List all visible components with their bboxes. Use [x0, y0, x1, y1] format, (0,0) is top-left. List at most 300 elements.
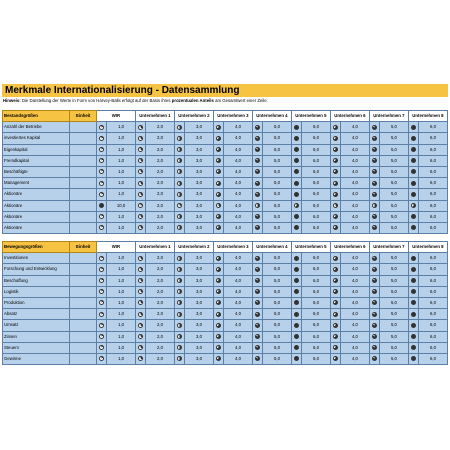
row-label[interactable]: Logistik: [3, 286, 70, 297]
value-cell[interactable]: 10,0: [107, 200, 136, 211]
value-cell[interactable]: 4,0: [224, 264, 253, 275]
value-cell[interactable]: 2,0: [146, 275, 175, 286]
harvey-ball-cell[interactable]: [330, 144, 340, 155]
harvey-ball-cell[interactable]: [135, 275, 145, 286]
harvey-ball-cell[interactable]: [174, 189, 184, 200]
value-cell[interactable]: 4,0: [341, 211, 370, 222]
harvey-ball-cell[interactable]: [96, 331, 106, 342]
harvey-ball-cell[interactable]: [291, 309, 301, 320]
harvey-ball-cell[interactable]: [291, 320, 301, 331]
row-label[interactable]: Steuern: [3, 342, 70, 353]
column-header-company-4[interactable]: Unternehmen 4: [252, 242, 291, 253]
harvey-ball-cell[interactable]: [408, 189, 418, 200]
unit-header[interactable]: Einheit: [70, 242, 97, 253]
value-cell[interactable]: 2,0: [146, 133, 175, 144]
harvey-ball-cell[interactable]: [291, 297, 301, 308]
value-cell[interactable]: 6,0: [302, 211, 331, 222]
harvey-ball-cell[interactable]: [330, 189, 340, 200]
harvey-ball-cell[interactable]: [213, 200, 223, 211]
column-header-company-4[interactable]: Unternehmen 4: [252, 111, 291, 122]
harvey-ball-cell[interactable]: [291, 178, 301, 189]
harvey-ball-cell[interactable]: [252, 155, 262, 166]
harvey-ball-cell[interactable]: [213, 253, 223, 264]
harvey-ball-cell[interactable]: [213, 342, 223, 353]
harvey-ball-cell[interactable]: [330, 166, 340, 177]
value-cell[interactable]: 4,0: [341, 320, 370, 331]
value-cell[interactable]: 5,0: [380, 309, 409, 320]
value-cell[interactable]: 4,0: [224, 155, 253, 166]
value-cell[interactable]: 5,0: [263, 286, 292, 297]
value-cell[interactable]: 2,0: [146, 342, 175, 353]
harvey-ball-cell[interactable]: [252, 286, 262, 297]
value-cell[interactable]: 5,0: [380, 222, 409, 233]
harvey-ball-cell[interactable]: [213, 178, 223, 189]
row-label[interactable]: Produktion: [3, 297, 70, 308]
harvey-ball-cell[interactable]: [213, 155, 223, 166]
value-cell[interactable]: 6,0: [302, 342, 331, 353]
unit-cell[interactable]: [70, 122, 97, 133]
value-cell[interactable]: 5,0: [380, 253, 409, 264]
value-cell[interactable]: 3,0: [185, 320, 214, 331]
value-cell[interactable]: 6,0: [302, 309, 331, 320]
value-cell[interactable]: 6,0: [419, 275, 448, 286]
row-label[interactable]: investiertes Kapital: [3, 133, 70, 144]
harvey-ball-cell[interactable]: [369, 144, 379, 155]
value-cell[interactable]: 3,0: [185, 155, 214, 166]
harvey-ball-cell[interactable]: [174, 353, 184, 364]
value-cell[interactable]: 5,0: [380, 122, 409, 133]
value-cell[interactable]: 4,0: [341, 122, 370, 133]
harvey-ball-cell[interactable]: [408, 122, 418, 133]
column-header-company-6[interactable]: Unternehmen 6: [330, 242, 369, 253]
value-cell[interactable]: 5,0: [263, 353, 292, 364]
row-label[interactable]: Anzahl der Betriebe: [3, 122, 70, 133]
harvey-ball-cell[interactable]: [369, 211, 379, 222]
harvey-ball-cell[interactable]: [135, 155, 145, 166]
value-cell[interactable]: 3,0: [185, 309, 214, 320]
harvey-ball-cell[interactable]: [174, 178, 184, 189]
harvey-ball-cell[interactable]: [369, 264, 379, 275]
value-cell[interactable]: 4,0: [341, 155, 370, 166]
harvey-ball-cell[interactable]: [330, 286, 340, 297]
value-cell[interactable]: 6,0: [302, 275, 331, 286]
column-header-company-5[interactable]: Unternehmen 5: [291, 242, 330, 253]
value-cell[interactable]: 6,0: [419, 320, 448, 331]
column-header-company-8[interactable]: Unternehmen 8: [408, 111, 447, 122]
value-cell[interactable]: 6,0: [302, 155, 331, 166]
value-cell[interactable]: 4,0: [224, 320, 253, 331]
harvey-ball-cell[interactable]: [369, 309, 379, 320]
harvey-ball-cell[interactable]: [174, 155, 184, 166]
value-cell[interactable]: 1,0: [107, 253, 136, 264]
value-cell[interactable]: 3,0: [185, 178, 214, 189]
value-cell[interactable]: 5,0: [380, 353, 409, 364]
value-cell[interactable]: 6,0: [419, 297, 448, 308]
unit-cell[interactable]: [70, 166, 97, 177]
value-cell[interactable]: 4,0: [341, 253, 370, 264]
value-cell[interactable]: 1,0: [107, 286, 136, 297]
harvey-ball-cell[interactable]: [96, 297, 106, 308]
harvey-ball-cell[interactable]: [213, 353, 223, 364]
value-cell[interactable]: 4,0: [224, 122, 253, 133]
column-header-company-1[interactable]: Unternehmen 1: [135, 242, 174, 253]
value-cell[interactable]: 2,0: [146, 166, 175, 177]
harvey-ball-cell[interactable]: [369, 166, 379, 177]
value-cell[interactable]: 5,0: [263, 222, 292, 233]
value-cell[interactable]: 5,0: [380, 155, 409, 166]
value-cell[interactable]: 1,0: [107, 178, 136, 189]
harvey-ball-cell[interactable]: [135, 353, 145, 364]
harvey-ball-cell[interactable]: [135, 178, 145, 189]
harvey-ball-cell[interactable]: [408, 264, 418, 275]
harvey-ball-cell[interactable]: [252, 222, 262, 233]
harvey-ball-cell[interactable]: [174, 264, 184, 275]
value-cell[interactable]: 5,0: [263, 297, 292, 308]
value-cell[interactable]: 5,0: [263, 264, 292, 275]
row-label[interactable]: Fremdkapital: [3, 155, 70, 166]
harvey-ball-cell[interactable]: [252, 331, 262, 342]
harvey-ball-cell[interactable]: [213, 275, 223, 286]
value-cell[interactable]: 6,0: [302, 178, 331, 189]
harvey-ball-cell[interactable]: [96, 144, 106, 155]
harvey-ball-cell[interactable]: [252, 297, 262, 308]
value-cell[interactable]: 6,0: [419, 155, 448, 166]
value-cell[interactable]: 1,0: [107, 275, 136, 286]
value-cell[interactable]: 5,0: [263, 189, 292, 200]
value-cell[interactable]: 6,0: [302, 122, 331, 133]
value-cell[interactable]: 2,0: [146, 144, 175, 155]
value-cell[interactable]: 6,0: [419, 122, 448, 133]
harvey-ball-cell[interactable]: [135, 342, 145, 353]
harvey-ball-cell[interactable]: [408, 342, 418, 353]
value-cell[interactable]: 6,0: [419, 342, 448, 353]
value-cell[interactable]: 3,0: [185, 286, 214, 297]
unit-cell[interactable]: [70, 264, 97, 275]
column-header-company-8[interactable]: Unternehmen 8: [408, 242, 447, 253]
value-cell[interactable]: 6,0: [419, 178, 448, 189]
harvey-ball-cell[interactable]: [291, 166, 301, 177]
value-cell[interactable]: 5,0: [263, 200, 292, 211]
value-cell[interactable]: 1,0: [107, 155, 136, 166]
harvey-ball-cell[interactable]: [213, 133, 223, 144]
harvey-ball-cell[interactable]: [408, 200, 418, 211]
value-cell[interactable]: 1,0: [107, 133, 136, 144]
value-cell[interactable]: 5,0: [263, 253, 292, 264]
value-cell[interactable]: 5,0: [263, 211, 292, 222]
row-label[interactable]: Absatz: [3, 309, 70, 320]
value-cell[interactable]: 1,0: [107, 320, 136, 331]
harvey-ball-cell[interactable]: [291, 133, 301, 144]
harvey-ball-cell[interactable]: [213, 222, 223, 233]
harvey-ball-cell[interactable]: [291, 211, 301, 222]
harvey-ball-cell[interactable]: [174, 320, 184, 331]
harvey-ball-cell[interactable]: [96, 211, 106, 222]
value-cell[interactable]: 2,0: [146, 309, 175, 320]
harvey-ball-cell[interactable]: [174, 144, 184, 155]
harvey-ball-cell[interactable]: [252, 200, 262, 211]
value-cell[interactable]: 5,0: [263, 342, 292, 353]
harvey-ball-cell[interactable]: [174, 166, 184, 177]
value-cell[interactable]: 4,0: [224, 309, 253, 320]
harvey-ball-cell[interactable]: [135, 253, 145, 264]
column-header-company-3[interactable]: Unternehmen 3: [213, 242, 252, 253]
value-cell[interactable]: 5,0: [263, 144, 292, 155]
harvey-ball-cell[interactable]: [330, 331, 340, 342]
harvey-ball-cell[interactable]: [96, 155, 106, 166]
value-cell[interactable]: 4,0: [341, 222, 370, 233]
harvey-ball-cell[interactable]: [369, 222, 379, 233]
row-label[interactable]: Beschäftigte: [3, 166, 70, 177]
value-cell[interactable]: 3,0: [185, 297, 214, 308]
harvey-ball-cell[interactable]: [330, 320, 340, 331]
row-label[interactable]: Zinsen: [3, 331, 70, 342]
harvey-ball-cell[interactable]: [213, 320, 223, 331]
harvey-ball-cell[interactable]: [213, 331, 223, 342]
harvey-ball-cell[interactable]: [252, 122, 262, 133]
value-cell[interactable]: 3,0: [185, 211, 214, 222]
unit-cell[interactable]: [70, 189, 97, 200]
value-cell[interactable]: 6,0: [419, 253, 448, 264]
value-cell[interactable]: 1,0: [107, 342, 136, 353]
unit-cell[interactable]: [70, 155, 97, 166]
harvey-ball-cell[interactable]: [408, 178, 418, 189]
harvey-ball-cell[interactable]: [135, 222, 145, 233]
harvey-ball-cell[interactable]: [135, 144, 145, 155]
value-cell[interactable]: 4,0: [224, 189, 253, 200]
harvey-ball-cell[interactable]: [330, 253, 340, 264]
value-cell[interactable]: 5,0: [380, 166, 409, 177]
value-cell[interactable]: 6,0: [302, 144, 331, 155]
unit-cell[interactable]: [70, 253, 97, 264]
value-cell[interactable]: 5,0: [380, 144, 409, 155]
value-cell[interactable]: 6,0: [419, 166, 448, 177]
harvey-ball-cell[interactable]: [252, 264, 262, 275]
value-cell[interactable]: 4,0: [341, 286, 370, 297]
value-cell[interactable]: 5,0: [380, 331, 409, 342]
harvey-ball-cell[interactable]: [408, 353, 418, 364]
row-label[interactable]: Aktionäre: [3, 200, 70, 211]
section-header[interactable]: Bestandsgrößen: [3, 111, 70, 122]
harvey-ball-cell[interactable]: [213, 189, 223, 200]
value-cell[interactable]: 5,0: [380, 200, 409, 211]
harvey-ball-cell[interactable]: [213, 166, 223, 177]
row-label[interactable]: Aktionäre: [3, 189, 70, 200]
harvey-ball-cell[interactable]: [369, 320, 379, 331]
harvey-ball-cell[interactable]: [330, 342, 340, 353]
harvey-ball-cell[interactable]: [135, 331, 145, 342]
value-cell[interactable]: 4,0: [224, 222, 253, 233]
column-header-company-1[interactable]: Unternehmen 1: [135, 111, 174, 122]
value-cell[interactable]: 2,0: [146, 222, 175, 233]
harvey-ball-cell[interactable]: [174, 211, 184, 222]
value-cell[interactable]: 3,0: [185, 264, 214, 275]
harvey-ball-cell[interactable]: [408, 320, 418, 331]
harvey-ball-cell[interactable]: [291, 122, 301, 133]
value-cell[interactable]: 5,0: [380, 275, 409, 286]
harvey-ball-cell[interactable]: [291, 286, 301, 297]
value-cell[interactable]: 2,0: [146, 353, 175, 364]
value-cell[interactable]: 6,0: [419, 286, 448, 297]
value-cell[interactable]: 4,0: [341, 342, 370, 353]
harvey-ball-cell[interactable]: [330, 222, 340, 233]
column-header-company-2[interactable]: Unternehmen 2: [174, 111, 213, 122]
unit-cell[interactable]: [70, 222, 97, 233]
value-cell[interactable]: 5,0: [380, 286, 409, 297]
value-cell[interactable]: 6,0: [419, 200, 448, 211]
harvey-ball-cell[interactable]: [174, 133, 184, 144]
harvey-ball-cell[interactable]: [96, 189, 106, 200]
harvey-ball-cell[interactable]: [252, 309, 262, 320]
harvey-ball-cell[interactable]: [369, 275, 379, 286]
harvey-ball-cell[interactable]: [252, 353, 262, 364]
unit-cell[interactable]: [70, 286, 97, 297]
harvey-ball-cell[interactable]: [330, 133, 340, 144]
unit-header[interactable]: Einheit: [70, 111, 97, 122]
harvey-ball-cell[interactable]: [252, 253, 262, 264]
column-header-company-2[interactable]: Unternehmen 2: [174, 242, 213, 253]
harvey-ball-cell[interactable]: [135, 189, 145, 200]
value-cell[interactable]: 4,0: [341, 144, 370, 155]
harvey-ball-cell[interactable]: [213, 286, 223, 297]
value-cell[interactable]: 1,0: [107, 331, 136, 342]
harvey-ball-cell[interactable]: [174, 222, 184, 233]
value-cell[interactable]: 4,0: [224, 342, 253, 353]
value-cell[interactable]: 2,0: [146, 155, 175, 166]
value-cell[interactable]: 4,0: [341, 331, 370, 342]
harvey-ball-cell[interactable]: [330, 297, 340, 308]
unit-cell[interactable]: [70, 211, 97, 222]
harvey-ball-cell[interactable]: [174, 200, 184, 211]
harvey-ball-cell[interactable]: [252, 166, 262, 177]
value-cell[interactable]: 1,0: [107, 297, 136, 308]
value-cell[interactable]: 2,0: [146, 320, 175, 331]
harvey-ball-cell[interactable]: [213, 122, 223, 133]
value-cell[interactable]: 1,0: [107, 122, 136, 133]
unit-cell[interactable]: [70, 144, 97, 155]
unit-cell[interactable]: [70, 200, 97, 211]
value-cell[interactable]: 3,0: [185, 133, 214, 144]
harvey-ball-cell[interactable]: [408, 331, 418, 342]
value-cell[interactable]: 4,0: [224, 200, 253, 211]
harvey-ball-cell[interactable]: [96, 264, 106, 275]
row-label[interactable]: Umsatz: [3, 320, 70, 331]
harvey-ball-cell[interactable]: [330, 178, 340, 189]
value-cell[interactable]: 2,0: [146, 253, 175, 264]
harvey-ball-cell[interactable]: [174, 297, 184, 308]
value-cell[interactable]: 6,0: [419, 331, 448, 342]
value-cell[interactable]: 5,0: [263, 309, 292, 320]
harvey-ball-cell[interactable]: [96, 133, 106, 144]
harvey-ball-cell[interactable]: [369, 122, 379, 133]
harvey-ball-cell[interactable]: [291, 222, 301, 233]
column-header-company-5[interactable]: Unternehmen 5: [291, 111, 330, 122]
harvey-ball-cell[interactable]: [252, 320, 262, 331]
harvey-ball-cell[interactable]: [291, 353, 301, 364]
column-header-company-3[interactable]: Unternehmen 3: [213, 111, 252, 122]
value-cell[interactable]: 5,0: [380, 133, 409, 144]
harvey-ball-cell[interactable]: [252, 189, 262, 200]
harvey-ball-cell[interactable]: [408, 166, 418, 177]
value-cell[interactable]: 1,0: [107, 211, 136, 222]
value-cell[interactable]: 5,0: [263, 178, 292, 189]
value-cell[interactable]: 6,0: [419, 133, 448, 144]
unit-cell[interactable]: [70, 309, 97, 320]
value-cell[interactable]: 4,0: [224, 211, 253, 222]
value-cell[interactable]: 5,0: [380, 264, 409, 275]
harvey-ball-cell[interactable]: [291, 264, 301, 275]
value-cell[interactable]: 5,0: [380, 297, 409, 308]
row-label[interactable]: Investitionen: [3, 253, 70, 264]
value-cell[interactable]: 3,0: [185, 222, 214, 233]
value-cell[interactable]: 3,0: [185, 353, 214, 364]
value-cell[interactable]: 3,0: [185, 189, 214, 200]
value-cell[interactable]: 4,0: [224, 166, 253, 177]
column-header-wir[interactable]: WIR: [96, 242, 135, 253]
harvey-ball-cell[interactable]: [369, 331, 379, 342]
value-cell[interactable]: 3,0: [185, 275, 214, 286]
harvey-ball-cell[interactable]: [96, 342, 106, 353]
row-label[interactable]: Eigenkapital: [3, 144, 70, 155]
value-cell[interactable]: 5,0: [380, 178, 409, 189]
harvey-ball-cell[interactable]: [330, 122, 340, 133]
value-cell[interactable]: 6,0: [419, 309, 448, 320]
value-cell[interactable]: 3,0: [185, 342, 214, 353]
harvey-ball-cell[interactable]: [174, 309, 184, 320]
value-cell[interactable]: 6,0: [302, 331, 331, 342]
unit-cell[interactable]: [70, 133, 97, 144]
harvey-ball-cell[interactable]: [408, 222, 418, 233]
value-cell[interactable]: 4,0: [341, 275, 370, 286]
harvey-ball-cell[interactable]: [369, 353, 379, 364]
harvey-ball-cell[interactable]: [408, 309, 418, 320]
value-cell[interactable]: 5,0: [263, 320, 292, 331]
harvey-ball-cell[interactable]: [408, 253, 418, 264]
harvey-ball-cell[interactable]: [408, 297, 418, 308]
value-cell[interactable]: 4,0: [224, 178, 253, 189]
value-cell[interactable]: 6,0: [302, 133, 331, 144]
harvey-ball-cell[interactable]: [135, 286, 145, 297]
harvey-ball-cell[interactable]: [291, 155, 301, 166]
value-cell[interactable]: 4,0: [341, 309, 370, 320]
harvey-ball-cell[interactable]: [330, 275, 340, 286]
column-header-company-6[interactable]: Unternehmen 6: [330, 111, 369, 122]
harvey-ball-cell[interactable]: [96, 222, 106, 233]
harvey-ball-cell[interactable]: [291, 331, 301, 342]
harvey-ball-cell[interactable]: [252, 342, 262, 353]
value-cell[interactable]: 4,0: [224, 253, 253, 264]
harvey-ball-cell[interactable]: [369, 253, 379, 264]
value-cell[interactable]: 5,0: [380, 211, 409, 222]
value-cell[interactable]: 1,0: [107, 353, 136, 364]
harvey-ball-cell[interactable]: [252, 144, 262, 155]
value-cell[interactable]: 2,0: [146, 331, 175, 342]
harvey-ball-cell[interactable]: [369, 342, 379, 353]
value-cell[interactable]: 6,0: [419, 211, 448, 222]
harvey-ball-cell[interactable]: [291, 275, 301, 286]
column-header-company-7[interactable]: Unternehmen 7: [369, 111, 408, 122]
unit-cell[interactable]: [70, 353, 97, 364]
value-cell[interactable]: 6,0: [302, 353, 331, 364]
harvey-ball-cell[interactable]: [96, 286, 106, 297]
harvey-ball-cell[interactable]: [330, 155, 340, 166]
harvey-ball-cell[interactable]: [174, 253, 184, 264]
row-label[interactable]: Aktionäre: [3, 222, 70, 233]
value-cell[interactable]: 5,0: [263, 122, 292, 133]
unit-cell[interactable]: [70, 331, 97, 342]
row-label[interactable]: Aktionäre: [3, 211, 70, 222]
value-cell[interactable]: 2,0: [146, 297, 175, 308]
harvey-ball-cell[interactable]: [174, 122, 184, 133]
